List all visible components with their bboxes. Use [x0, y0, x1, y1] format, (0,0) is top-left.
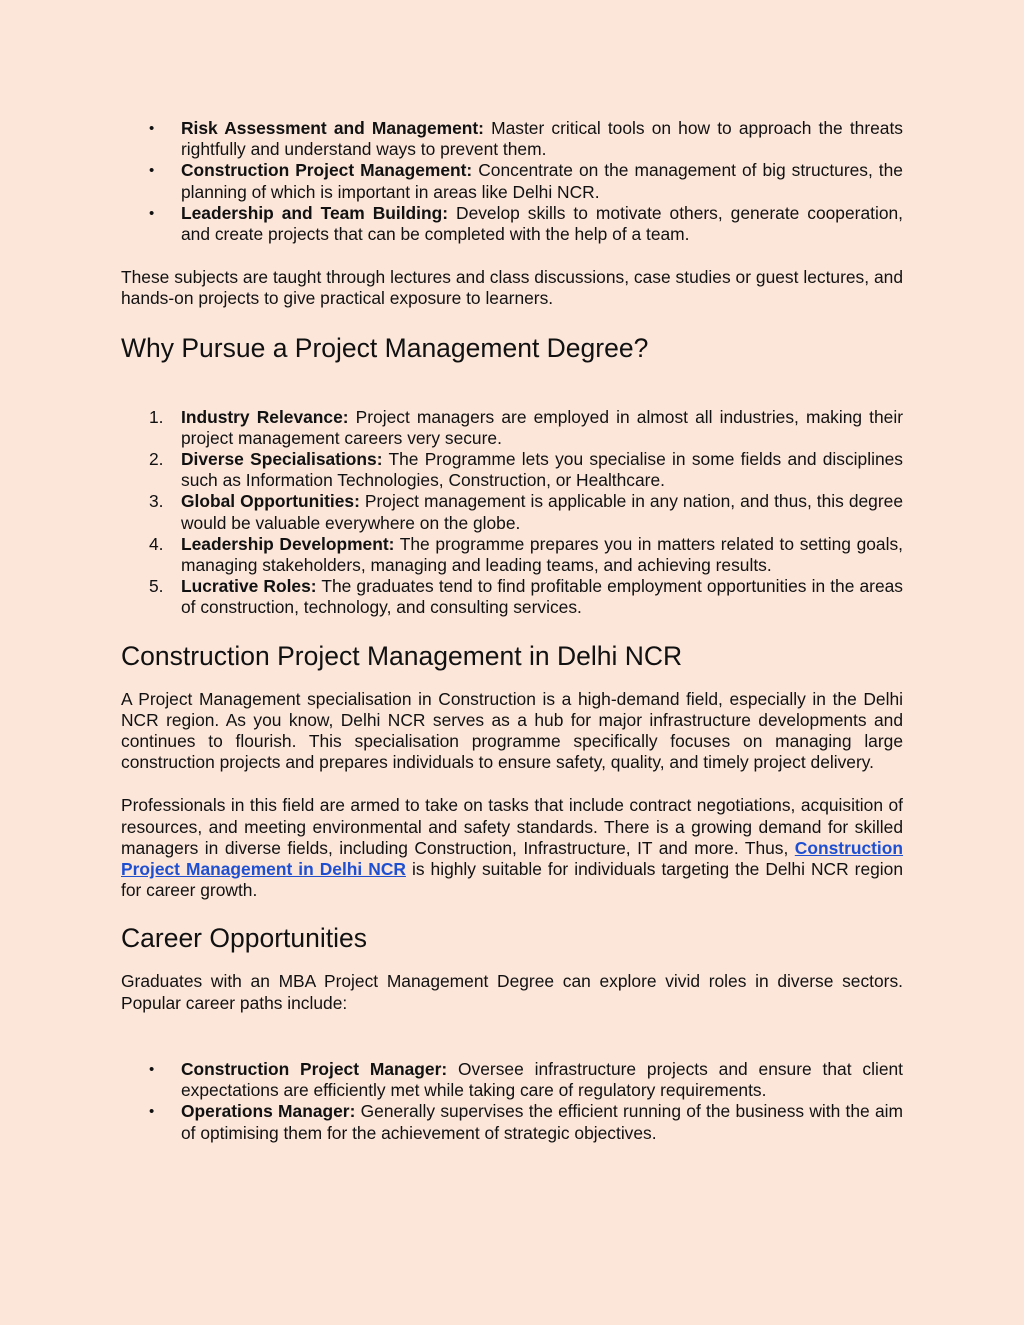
list-item-text: The Programme lets you specialise in some fields and disciplines such as Information Technologies, Construction, or Healthcare.: [181, 449, 903, 491]
list-item-term: Industry Relevance:: [181, 406, 349, 427]
construction-heading: Construction Project Management in Delhi NCR: [121, 640, 683, 671]
list-item-text: Project managers are employed in almost all industries, making their project management careers very secure.: [181, 406, 903, 448]
construction-paragraph-1: A Project Management specialisation in Construction is a high-demand field, especially in the Delhi NCR region. As you know, Delhi NCR serves as a hub for major infrastructure developments and continues to flourish. This specialisation programme specifically focuses on managing large construction projects and prepares individuals to ensure safety, quality, and timely project delivery.: [121, 688, 903, 773]
list-number: 1.: [149, 406, 164, 427]
list-item: [121, 203, 903, 245]
list-item-term: Construction Project Management:: [181, 160, 473, 181]
list-item: [121, 1059, 903, 1101]
topics-list: [121, 118, 903, 245]
list-item-term: Leadership Development:: [181, 533, 395, 554]
bullet-marker: •: [149, 120, 155, 137]
list-item-term: Lucrative Roles:: [181, 576, 317, 597]
list-item-term: Operations Manager:: [181, 1101, 356, 1122]
list-item-text: Master critical tools on how to approach the threats rightfully and understand ways to prevent them.: [181, 118, 903, 160]
document-content: [121, 118, 903, 1144]
list-item-text: Project management is applicable in any nation, and thus, this degree would be valuable everywhere on the globe.: [181, 491, 903, 533]
list-item: [121, 118, 903, 160]
list-item-text: The programme prepares you in matters related to setting goals, managing stakeholders, managing and leading teams, and achieving results.: [181, 533, 903, 576]
bullet-marker: •: [149, 204, 155, 222]
list-item-term: Risk Assessment and Management:: [181, 118, 484, 138]
list-item: [121, 491, 903, 533]
construction-pm-delhi-link[interactable]: Construction Project Management in Delhi NCR: [121, 837, 903, 880]
list-number: 2.: [149, 449, 164, 470]
list-item: [121, 1101, 903, 1143]
bullet-marker: •: [149, 162, 155, 180]
why-heading: Why Pursue a Project Management Degree?: [121, 332, 649, 363]
list-item: [121, 160, 903, 202]
list-item-text: Generally supervises the efficient running of the business with the aim of optimising them for the achievement of strategic objectives.: [181, 1101, 903, 1143]
career-heading: Career Opportunities: [121, 923, 367, 954]
list-item: [121, 534, 903, 576]
list-number: 5.: [149, 576, 164, 597]
list-item-term: Global Opportunities:: [181, 491, 360, 512]
list-item-text: Concentrate on the management of big structures, the planning of which is important in areas like Delhi NCR.: [181, 160, 903, 202]
list-item-term: Leadership and Team Building:: [181, 202, 449, 223]
list-item: [121, 407, 903, 449]
list-item-text: Oversee infrastructure projects and ensure that client expectations are efficiently met while taking care of regulatory requirements.: [181, 1058, 903, 1101]
paragraph-text: Professionals in this field are armed to take on tasks that include contract negotiations, acquisition of resources, and meeting environmental and safety standards. There is a growing demand for skilled managers in diverse fields, including Construction, Infrastructure, IT and more. Thus,: [121, 795, 903, 858]
list-item: [121, 576, 903, 618]
list-item-text: The graduates tend to find profitable employment opportunities in the areas of construction, technology, and consulting services.: [181, 576, 903, 618]
list-item-term: Construction Project Manager:: [181, 1058, 448, 1079]
construction-paragraph-2: [121, 795, 903, 901]
list-item-term: Diverse Specialisations:: [181, 449, 383, 470]
career-paragraph: Graduates with an MBA Project Management Degree can explore vivid roles in diverse sectors. Popular career paths include:: [121, 971, 903, 1013]
career-list: [121, 1059, 903, 1144]
list-item: [121, 449, 903, 491]
list-number: 4.: [149, 533, 164, 554]
reasons-list: [121, 407, 903, 619]
list-number: 3.: [149, 491, 164, 512]
bullet-marker: •: [149, 1060, 155, 1078]
paragraph-text: is highly suitable for individuals targeting the Delhi NCR region for career growth.: [121, 859, 903, 901]
list-item-text: Develop skills to motivate others, generate cooperation, and create projects that can be completed with the help of a team.: [181, 202, 903, 245]
subjects-paragraph: These subjects are taught through lectures and class discussions, case studies or guest lectures, and hands-on projects to give practical exposure to learners.: [121, 267, 903, 309]
bullet-marker: •: [149, 1103, 155, 1121]
